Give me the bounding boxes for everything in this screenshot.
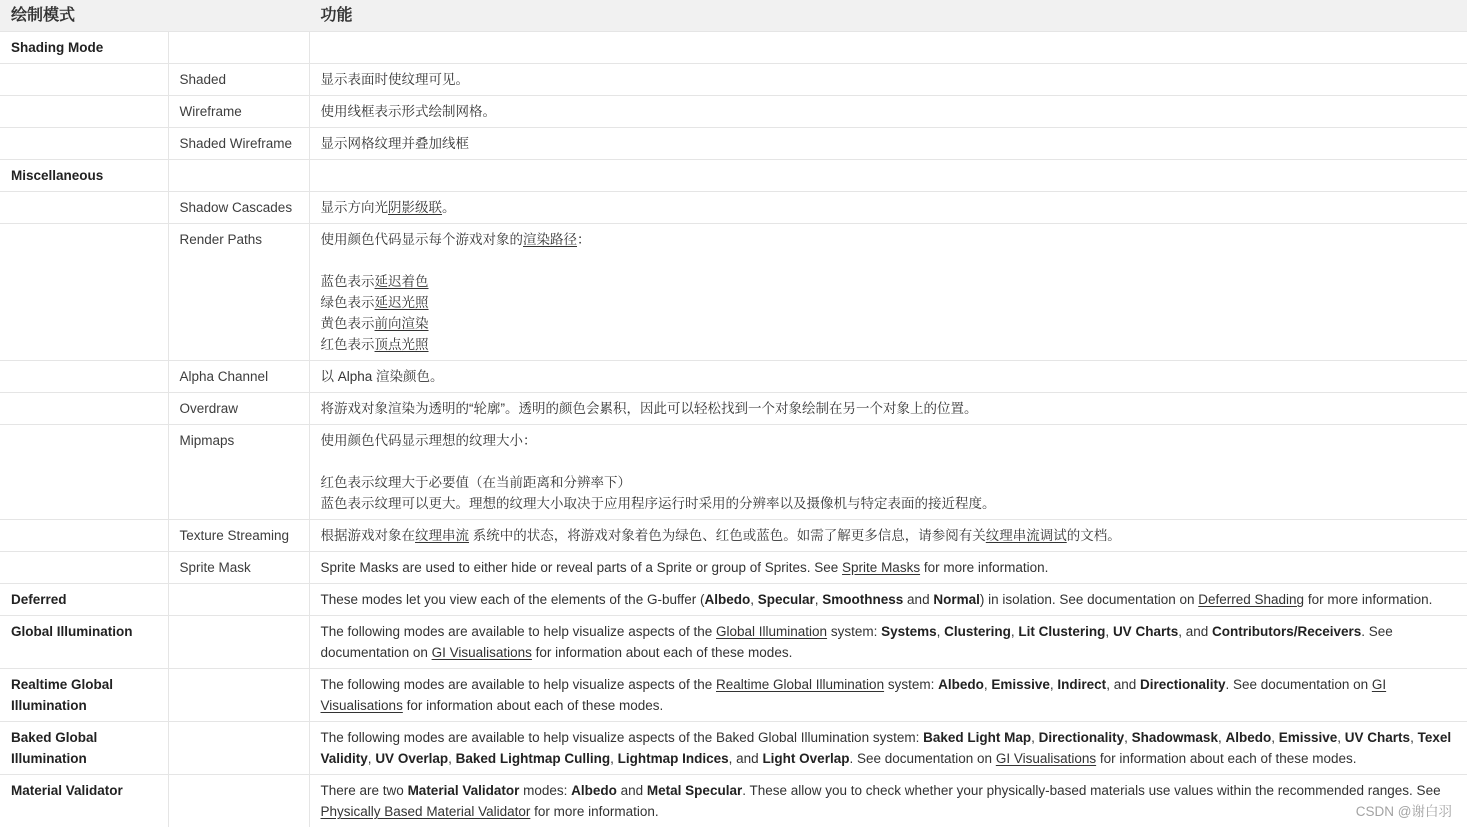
row-alpha-channel [0,361,1467,393]
text-segment: for more information. [530,804,659,819]
text-segment: , and [1106,677,1140,692]
description-paragraph [321,366,1458,387]
text-segment: for more information. [920,560,1049,575]
text-segment: and [616,783,647,798]
mode-cell [168,775,309,828]
mode-label: Alpha Channel [179,369,269,384]
description-cell [309,722,1467,775]
realtime-global-illumination-link[interactable]: Realtime Global Illumination [716,677,885,692]
bold-term: Baked Lightmap Culling [455,751,611,766]
text-segment: , [448,751,456,766]
text-segment: ： [577,232,591,247]
mode-cell [168,361,309,393]
description-line [321,334,1458,355]
bold-term: Lightmap Indices [617,751,729,766]
row-shaded [0,64,1467,96]
description-paragraph [321,727,1458,769]
text-segment: , [367,751,376,766]
watermark: CSDN @谢白羽 [1355,804,1452,819]
text-segment: , [983,677,992,692]
mode-cell [168,32,309,64]
text-segment: 显示网格纹理并叠加线框 [320,136,470,151]
row-miscellaneous [0,160,1467,192]
text-segment: , [936,624,945,639]
description-paragraph [321,398,1458,419]
text-segment: 。 [442,200,456,215]
text-segment: 蓝色表示 [320,274,375,289]
row-realtime-global-illumination [0,669,1467,722]
description-line [321,589,1458,610]
bold-term: UV Charts [1112,624,1179,639]
description-line [321,525,1458,546]
table-body [0,32,1467,828]
description-line [321,313,1458,334]
text-segment: . These allow you to check whether your physically-based materials use values within the recommended ranges. See [742,783,1441,798]
text-segment: 以 Alpha 渲染颜色。 [320,369,444,384]
description-line [321,493,1458,514]
category-label: Shading Mode [11,40,104,55]
description-line [321,101,1458,122]
row-deferred [0,584,1467,616]
description-paragraph [321,589,1458,610]
category-cell [0,669,168,722]
bold-term: Specular [757,592,815,607]
description-line [321,366,1458,387]
text-segment: modes: [519,783,572,798]
mode-cell [168,722,309,775]
text-segment: Sprite Masks are used to either hide or reveal parts of a Sprite or group of Sprites. See [320,560,843,575]
category-cell [0,96,168,128]
row-sprite-mask [0,552,1467,584]
mode-cell [168,192,309,224]
row-baked-global-illumination [0,722,1467,775]
category-cell [0,775,168,828]
description-line [321,430,1458,451]
header-function: 功能 [309,0,1467,32]
row-wireframe [0,96,1467,128]
text-segment: , [1049,677,1058,692]
gi-visualisations-link[interactable]: GI Visualisations [431,645,532,660]
text-segment: , [750,592,758,607]
shadow-cascades-1-link[interactable]: 阴影级联 [388,200,443,215]
header-draw-mode: 绘制模式 [0,0,309,32]
text-segment: 绿色表示 [320,295,375,310]
bold-term: Albedo [704,592,751,607]
text-segment: and [903,592,934,607]
bold-term: Contributors/Receivers [1211,624,1362,639]
mode-label: Overdraw [179,401,239,416]
description-line [321,780,1458,822]
text-segment: 使用线框表示形式绘制网格。 [320,104,497,119]
description-cell [309,669,1467,722]
description-line [321,727,1458,769]
description-paragraph [321,69,1458,90]
category-cell [0,722,168,775]
mode-label: Wireframe [179,104,242,119]
mode-cell [168,160,309,192]
mode-cell [168,552,309,584]
row-texture-streaming [0,520,1467,552]
text-segment: 显示表面时使纹理可见。 [320,72,470,87]
description-line [321,674,1458,716]
text-segment: for information about each of these modes. [1096,751,1357,766]
mode-cell [168,64,309,96]
category-cell [0,552,168,584]
description-cell [309,224,1467,361]
mode-cell [168,616,309,669]
description-line [321,197,1458,218]
text-segment: 红色表示 [320,337,375,352]
description-line [321,271,1458,292]
description-line [321,472,1458,493]
bold-term: Light Overlap [762,751,850,766]
bold-term: Material Validator [407,783,520,798]
description-paragraph [321,101,1458,122]
description-line [321,292,1458,313]
category-label: Global Illumination [11,624,133,639]
description-line [321,133,1458,154]
bold-term: Indirect [1057,677,1107,692]
mode-cell [168,224,309,361]
description-paragraph [321,780,1458,822]
bold-term: Directionality [1139,677,1226,692]
bold-term: Albedo [571,783,617,798]
category-cell [0,393,168,425]
description-cell [309,192,1467,224]
mode-cell [168,520,309,552]
description-line [321,69,1458,90]
render-paths-2-link[interactable]: 延迟着色 [374,274,429,289]
description-cell [309,616,1467,669]
text-segment: for information about each of these modes. [402,698,664,713]
row-render-paths [0,224,1467,361]
description-cell [309,128,1467,160]
description-cell [309,64,1467,96]
mode-label: Shadow Cascades [179,200,293,215]
row-mipmaps [0,425,1467,520]
description-paragraph [321,674,1458,716]
bold-term: Baked Light Map [923,730,1032,745]
texture-streaming-2-link[interactable]: 纹理串流调试 [985,528,1067,543]
description-line [321,229,1458,250]
bold-term: Clustering [944,624,1011,639]
text-segment: , [610,751,618,766]
text-segment: for information about each of these modes. [531,645,793,660]
mode-cell [168,96,309,128]
mode-label: Render Paths [179,232,263,247]
text-segment: 系统中的状态，将游戏对象着色为绿色、红色或蓝色。如需了解更多信息，请参阅有关 [469,528,986,543]
bold-term: Lit Clustering [1018,624,1106,639]
physically-based-material-validator-link[interactable]: Physically Based Material Validator [320,804,531,819]
description-line [321,557,1458,578]
category-cell [0,361,168,393]
description-paragraph [321,133,1458,154]
text-segment: , [1271,730,1279,745]
description-cell [309,520,1467,552]
gi-visualisations-link[interactable]: GI Visualisations [995,751,1097,766]
text-segment: , [814,592,823,607]
text-segment: . See documentation on [320,624,1393,660]
category-cell [0,616,168,669]
text-segment: 黄色表示 [320,316,375,331]
description-line [321,398,1458,419]
description-cell [309,775,1467,828]
mode-cell [168,425,309,520]
bold-term: UV Charts [1344,730,1411,745]
text-segment: The following modes are available to help visualize aspects of the [320,677,716,692]
description-cell [309,425,1467,520]
bold-term: UV Overlap [375,751,449,766]
bold-term: Smoothness [822,592,904,607]
text-segment: , and [728,751,763,766]
text-segment: for more information. [1304,592,1433,607]
category-cell [0,128,168,160]
text-segment: ) in isolation. See documentation on [979,592,1199,607]
mode-cell [168,584,309,616]
bold-term: Emissive [1278,730,1338,745]
table-head [0,0,1467,32]
mode-cell [168,669,309,722]
description-paragraph [321,430,1458,451]
text-segment: There are two [320,783,408,798]
category-cell [0,584,168,616]
bold-term: Albedo [938,677,984,692]
global-illumination-link[interactable]: Global Illumination [716,624,828,639]
text-segment: 红色表示纹理大于必要值（在当前距离和分辨率下） [320,475,632,490]
category-cell [0,192,168,224]
row-shadow-cascades [0,192,1467,224]
bold-term: Systems [881,624,937,639]
text-segment: 蓝色表示纹理可以更大。理想的纹理大小取决于应用程序运行时采用的分辨率以及摄像机与特定表面的接近程度。 [320,496,996,511]
category-label: Realtime Global Illumination [11,677,114,713]
category-cell [0,224,168,361]
row-shading-mode [0,32,1467,64]
deferred-shading-link[interactable]: Deferred Shading [1198,592,1305,607]
table-header-row [0,0,1467,32]
text-segment: 使用颜色代码显示理想的纹理大小： [320,433,537,448]
texture-streaming-1-link[interactable]: 纹理串流 [415,528,470,543]
bold-term: Emissive [991,677,1050,692]
text-segment: , [1217,730,1226,745]
render-paths-3-link[interactable]: 延迟光照 [374,295,429,310]
category-cell [0,425,168,520]
mode-cell [168,128,309,160]
mode-cell [168,393,309,425]
mode-label: Sprite Mask [179,560,251,575]
category-cell [0,64,168,96]
row-shaded-wireframe [0,128,1467,160]
text-segment: , [1031,730,1039,745]
description-paragraph [321,525,1458,546]
description-cell [309,584,1467,616]
description-line [321,621,1458,663]
bold-term: Directionality [1038,730,1125,745]
description-cell [309,393,1467,425]
text-segment: 将游戏对象渲染为透明的“轮廓”。透明的颜色会累积，因此可以轻松找到一个对象绘制在另一个对象上的位置。 [320,401,978,416]
text-segment: , and [1178,624,1212,639]
row-overdraw [0,393,1467,425]
bold-term: Shadowmask [1131,730,1218,745]
text-segment: , [1010,624,1019,639]
description-cell [309,361,1467,393]
mode-label: Mipmaps [179,433,235,448]
text-segment: , [1105,624,1113,639]
render-paths-4-link[interactable]: 前向渲染 [374,316,429,331]
render-paths-5-link[interactable]: 顶点光照 [374,337,429,352]
bold-term: Metal Specular [646,783,743,798]
text-segment: These modes let you view each of the elements of the G-buffer ( [320,592,705,607]
row-material-validator [0,775,1467,828]
text-segment: 使用颜色代码显示每个游戏对象的 [320,232,524,247]
sprite-masks-link[interactable]: Sprite Masks [842,560,921,575]
text-segment: The following modes are available to help visualize aspects of the Baked Global Illumination system: [320,730,924,745]
bold-term: Albedo [1225,730,1272,745]
description-paragraph [321,472,1458,514]
bold-term: Texel Validity [320,730,1452,766]
category-label: Material Validator [11,783,123,798]
description-paragraph [321,197,1458,218]
description-cell [309,552,1467,584]
text-segment: . See documentation on [849,751,996,766]
text-segment: , [1410,730,1418,745]
description-paragraph [321,271,1458,355]
mode-label: Shaded Wireframe [179,136,293,151]
description-paragraph [321,557,1458,578]
category-label: Deferred [11,592,67,607]
mode-label: Texture Streaming [179,528,290,543]
category-cell [0,520,168,552]
category-cell [0,160,168,192]
description-cell [309,32,1467,64]
description-paragraph [321,621,1458,663]
text-segment: The following modes are available to help visualize aspects of the [320,624,716,639]
row-global-illumination [0,616,1467,669]
text-segment: . See documentation on [1225,677,1372,692]
category-label: Miscellaneous [11,168,104,183]
render-paths-1-link[interactable]: 渲染路径 [523,232,578,247]
category-cell [0,32,168,64]
gi-visualisations-link[interactable]: GI Visualisations [320,677,1387,713]
category-label: Baked Global Illumination [11,730,98,766]
description-paragraph [321,229,1458,250]
text-segment: system: [884,677,939,692]
text-segment: , [1124,730,1132,745]
text-segment: system: [827,624,882,639]
description-cell [309,160,1467,192]
mode-label: Shaded [179,72,227,87]
text-segment: , [1337,730,1345,745]
text-segment: 的文档。 [1066,528,1121,543]
bold-term: Normal [933,592,980,607]
text-segment: 根据游戏对象在 [320,528,416,543]
text-segment: 显示方向光 [320,200,389,215]
description-cell [309,96,1467,128]
